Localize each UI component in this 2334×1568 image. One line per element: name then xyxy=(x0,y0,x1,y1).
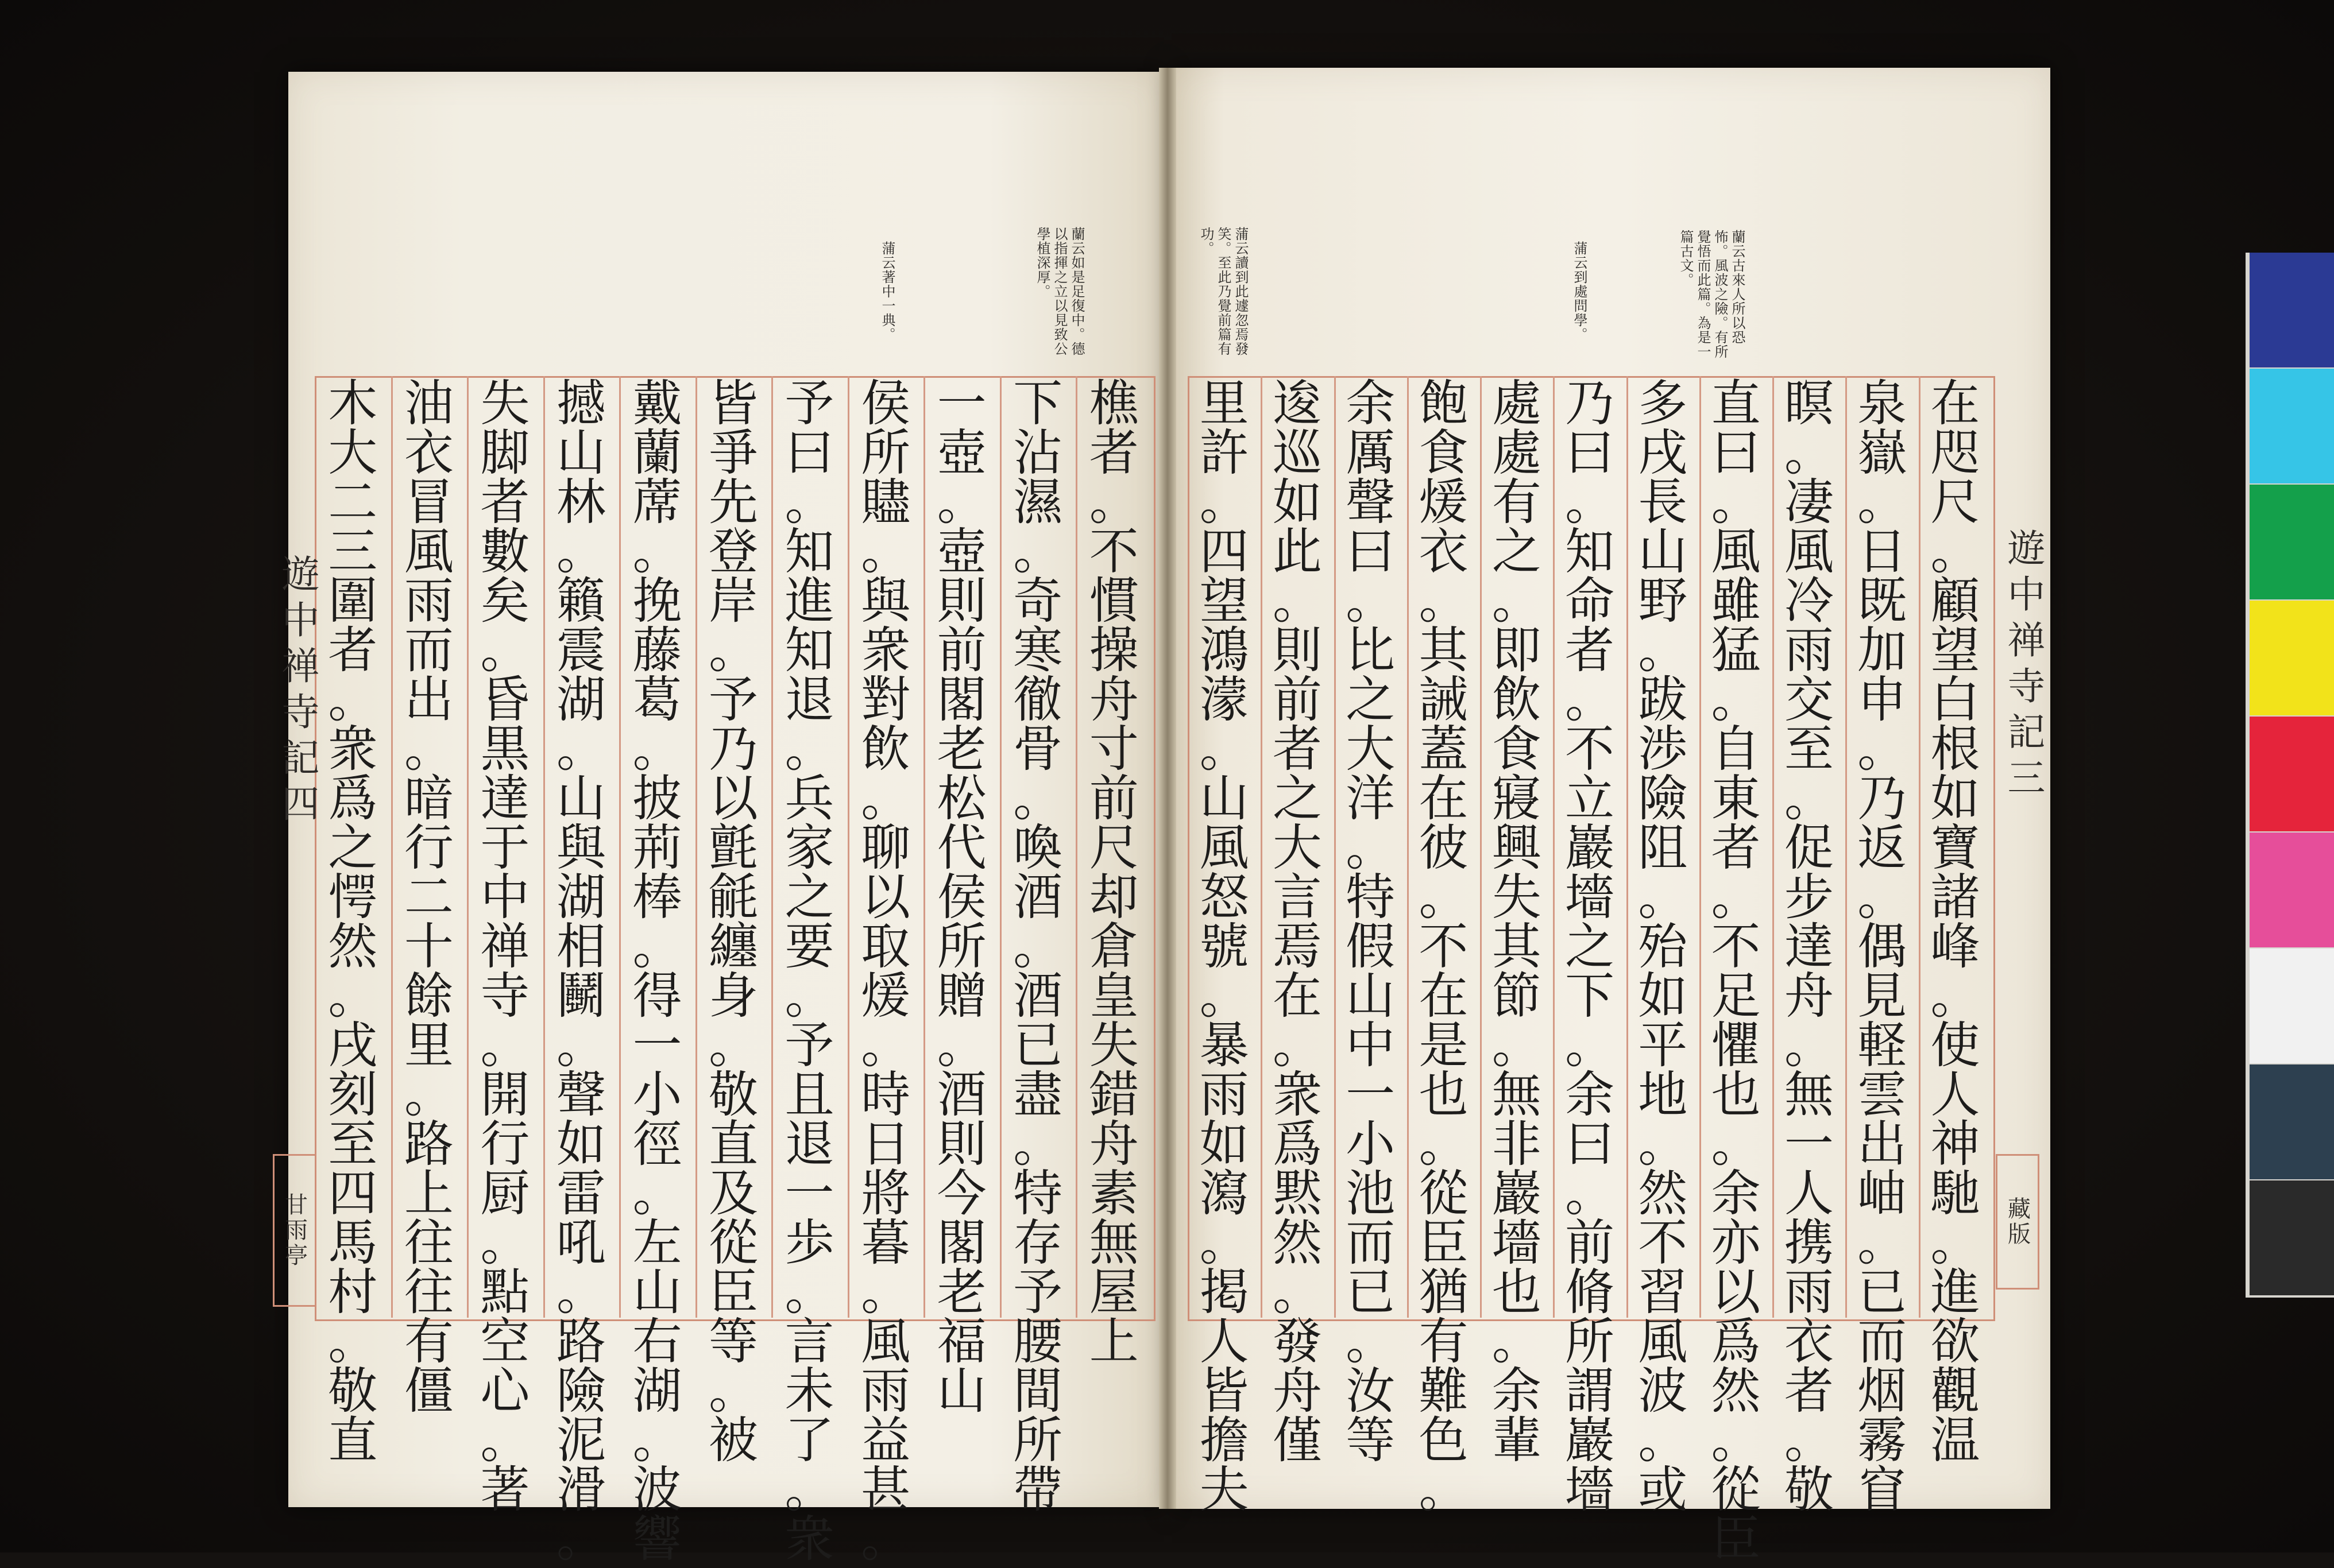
book-gutter xyxy=(1159,68,1176,1509)
color-patch xyxy=(2250,1180,2334,1295)
right-annotation-3: 蒲云讀到此遽忽焉發笑。至此乃覺前篇有功。 xyxy=(1198,227,1249,356)
left-annotation-1: 蒲云著中一典。 xyxy=(879,241,895,342)
right-page-column: 里 許 。 四 望 鴻 濛 。 山 風 怒 號 。 暴 雨 如 瀉 。 掲 人 皆 擔 夫 xyxy=(1199,375,1249,1519)
right-page-column: 泉 嶽 。 日 既 加 申 。 乃 返 。 偶 見 軽 雲 出 岫 。 已 而 烟 霧 窅 xyxy=(1857,375,1907,1519)
column-rule xyxy=(1919,376,1920,1318)
right-page-column: 多 戌 長 山 野 。 跋 渉 險 阻 。 殆 如 平 地 。 然 不 習 風 波 。 或 xyxy=(1638,375,1688,1519)
color-patch xyxy=(2250,717,2334,831)
left-page-column: 予 曰 。 知 進 知 退 。 兵 家 之 要 。 予 且 退 一 歩 。 言 未 了 。 衆 xyxy=(785,375,834,1568)
left-annotation-2: 蘭云如是足復中。德以指揮之立以見致公學植深厚。 xyxy=(1034,227,1085,356)
left-page-column: 一 壺 。 壺 則 前 閣 老 松 代 侯 所 贈 。 酒 則 今 閣 老 福 山 xyxy=(937,375,987,1420)
color-patch xyxy=(2250,485,2334,599)
left-page-column: 樵 者 。 不 慣 操 舟 寸 前 尺 却 倉 皇 失 錯 舟 素 無 屋 上 xyxy=(1089,375,1139,1370)
column-rule xyxy=(1261,376,1262,1318)
color-patch xyxy=(2250,601,2334,715)
right-page-column: 直 曰 。 風 雖 猛 。 自 東 者 。 不 足 懼 也 。 余 亦 以 爲 然 。 從 臣 xyxy=(1711,375,1761,1568)
left-page-column: 戴 蘭 蓆 。 挽 藤 葛 。 披 荊 棒 。 得 一 小 徑 。 左 山 右 湖 。 波 響 xyxy=(632,375,682,1568)
right-margin-title: 遊中禅寺記三 xyxy=(2001,528,2045,804)
left-page-column: 失 脚 者 數 矣 。 昏 黒 達 于 中 禅 寺 。 開 行 厨 。 點 空 心 。 著 xyxy=(480,375,530,1519)
left-page-column: 侯 所 贐 。 與 衆 對 飲 。 聊 以 取 煖 。 時 日 將 暮 。 風 雨 益 甚 。 xyxy=(861,375,911,1568)
right-annotation-1: 蒲云到處問學。 xyxy=(1571,241,1587,342)
right-page-column: 瞑 。 凄 風 冷 雨 交 至 。 促 步 達 舟 。 無 一 人 携 雨 衣 者 。 敬 xyxy=(1784,375,1834,1519)
left-page-column: 下 沾 濕 。 奇 寒 徹 骨 。 喚 酒 。 酒 已 盡 。 特 存 予 腰 間 所 帶 xyxy=(1013,375,1063,1519)
column-rule xyxy=(1626,376,1628,1318)
column-rule xyxy=(1000,376,1002,1318)
column-rule xyxy=(1772,376,1774,1318)
column-rule xyxy=(467,376,469,1318)
right-page-column: 逡 巡 如 此 。 則 前 者 之 大 言 焉 在 。 衆 爲 黙 然 。 發 舟 僅 xyxy=(1272,375,1322,1469)
column-rule xyxy=(1553,376,1555,1318)
column-rule xyxy=(771,376,773,1318)
right-page-column: 余 厲 聲 曰 。 比 之 大 洋 。 特 假 山 中 一 小 池 而 已 。 汝 等 xyxy=(1346,375,1396,1469)
left-page-column: 木 大 二 三 圍 者 。 衆 爲 之 愕 然 。 戌 刻 至 四 馬 村 。 敬 直 xyxy=(328,375,378,1469)
column-rule xyxy=(1076,376,1077,1318)
column-rule xyxy=(391,376,393,1318)
color-patch xyxy=(2250,1064,2334,1179)
column-rule xyxy=(1334,376,1336,1318)
column-rule xyxy=(1480,376,1482,1318)
right-page-column: 乃 曰 。 知 命 者 。 不 立 巖 墻 之 下 。 余 曰 。 前 脩 所 謂 巖 墻 xyxy=(1565,375,1614,1519)
color-patch xyxy=(2250,253,2334,367)
column-rule xyxy=(848,376,849,1318)
right-margin-footer: 藏版 xyxy=(1996,1154,2039,1290)
column-rule xyxy=(923,376,925,1318)
left-page-column: 油 衣 冒 風 雨 而 出 。 暗 行 二 十 餘 里 。 路 上 往 往 有 僵 xyxy=(404,375,454,1420)
left-page-column: 皆 爭 先 登 岸 。 予 乃 以 氈 毹 纏 身 。 敬 直 及 從 臣 等 。 被 xyxy=(709,375,758,1469)
right-page-column: 飽 食 煖 衣 。 其 誡 蓋 在 彼 。 不 在 是 也 。 從 臣 猶 有 難 色 。 xyxy=(1419,375,1469,1519)
color-patch xyxy=(2250,369,2334,483)
color-patch xyxy=(2250,948,2334,1063)
column-rule xyxy=(1699,376,1701,1318)
column-rule xyxy=(1845,376,1847,1318)
color-patch xyxy=(2250,833,2334,947)
right-page-column: 處 處 有 之 。 即 飲 食 寢 興 失 其 節 。 無 非 巖 墻 也 。 余 輩 xyxy=(1491,375,1541,1469)
right-annotation-2: 蘭云古來人所以恐怖。風波之險。有所覺悟而此篇。為是一篇古文。 xyxy=(1678,230,1745,359)
left-page-column: 撼 山 林 。 籟 震 湖 。 山 與 湖 相 鬭 。 聲 如 雷 吼 。 路 險 泥 滑 。 xyxy=(556,375,606,1568)
column-rule xyxy=(695,376,697,1318)
left-margin-title: 遊中禅寺記四 xyxy=(275,554,319,830)
column-rule xyxy=(543,376,545,1318)
right-page-column: 在 咫 尺 。 顧 望 白 根 如 寶 諸 峰 。 使 人 神 馳 。 進 欲 觀 温 xyxy=(1930,375,1980,1469)
column-rule xyxy=(619,376,621,1318)
column-rule xyxy=(1407,376,1409,1318)
left-margin-footer: 甘雨亭 xyxy=(273,1154,316,1307)
